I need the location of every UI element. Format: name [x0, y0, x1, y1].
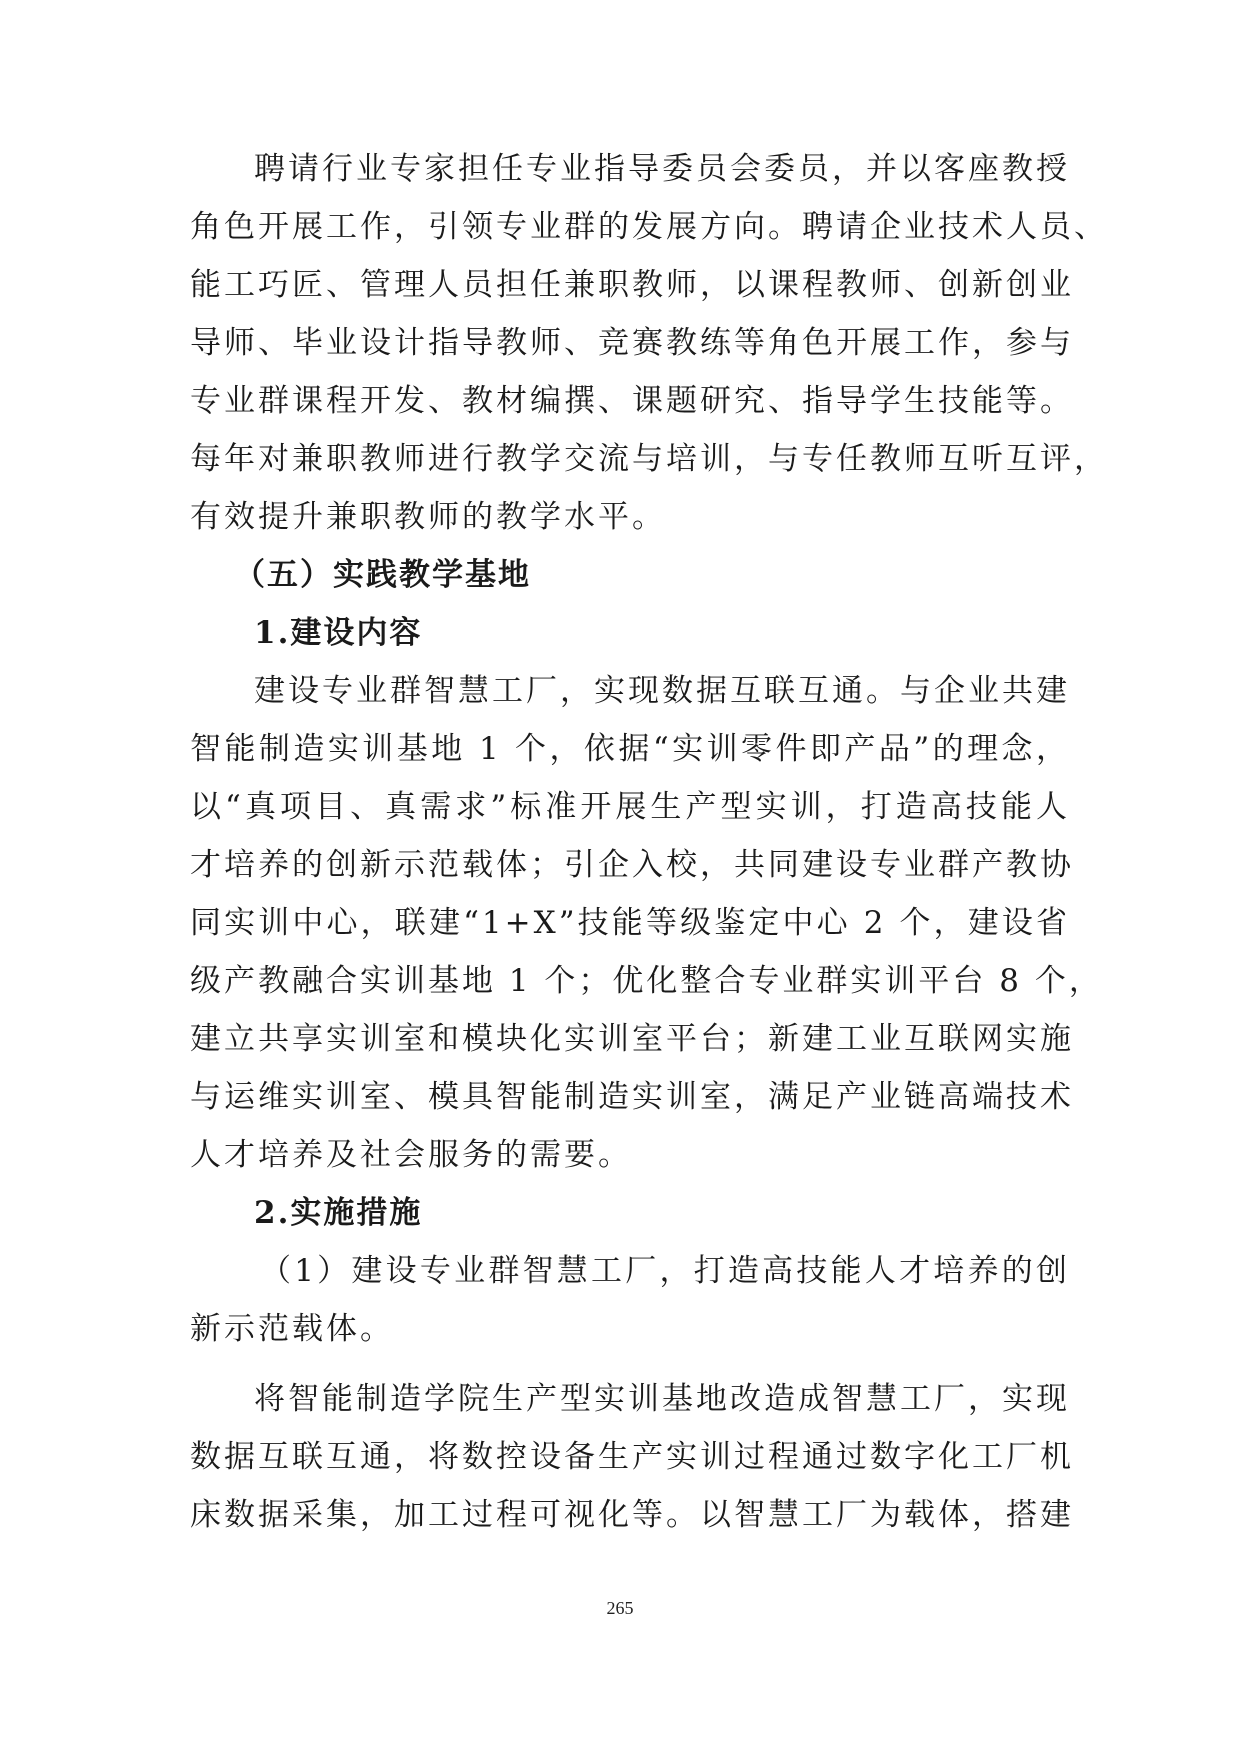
text-line: 专业群课程开发、教材编撰、课题研究、指导学生技能等。: [190, 383, 1074, 419]
subheading-implementation-measures: 2.实施措施: [254, 1195, 423, 1231]
page-number: 265: [606, 1598, 634, 1618]
text-line: 能工巧匠、管理人员担任兼职教师，以课程教师、创新创业: [190, 267, 1074, 303]
text-line: 建立共享实训室和模块化实训室平台；新建工业互联网实施: [190, 1021, 1074, 1057]
text-line: 才培养的创新示范载体；引企入校，共同建设专业群产教协: [190, 847, 1074, 883]
section-heading: （五）实践教学基地: [234, 557, 531, 593]
text-line: 建设专业群智慧工厂，实现数据互联互通。与企业共建: [254, 673, 1070, 709]
text-line: （1）建设专业群智慧工厂，打造高技能人才培养的创: [260, 1253, 1070, 1289]
text-line: 级产教融合实训基地 1 个；优化整合专业群实训平台 8 个，: [190, 963, 1103, 999]
text-line: 有效提升兼职教师的教学水平。: [190, 499, 666, 535]
text-line: 与运维实训室、模具智能制造实训室，满足产业链高端技术: [190, 1079, 1074, 1115]
text-line: 床数据采集，加工过程可视化等。以智慧工厂为载体，搭建: [190, 1497, 1074, 1533]
text-line: 聘请行业专家担任专业指导委员会委员，并以客座教授: [254, 151, 1070, 187]
text-line: 将智能制造学院生产型实训基地改造成智慧工厂，实现: [254, 1381, 1070, 1417]
text-line: 新示范载体。: [190, 1311, 394, 1347]
text-line: 同实训中心，联建“1+X”技能等级鉴定中心 2 个，建设省: [190, 905, 1070, 941]
text-line: 数据互联互通，将数控设备生产实训过程通过数字化工厂机: [190, 1439, 1074, 1475]
text-line: 导师、毕业设计指导教师、竞赛教练等角色开展工作，参与: [190, 325, 1074, 361]
subheading-construction-content: 1.建设内容: [254, 615, 423, 651]
text-line: 每年对兼职教师进行教学交流与培训，与专任教师互听互评，: [190, 441, 1108, 477]
text-line: 角色开展工作，引领专业群的发展方向。聘请企业技术人员、: [190, 209, 1108, 245]
text-line: 以“真项目、真需求”标准开展生产型实训，打造高技能人: [190, 789, 1070, 825]
text-line: 人才培养及社会服务的需要。: [190, 1137, 632, 1173]
text-line: 智能制造实训基地 1 个，依据“实训零件即产品”的理念，: [190, 731, 1070, 767]
